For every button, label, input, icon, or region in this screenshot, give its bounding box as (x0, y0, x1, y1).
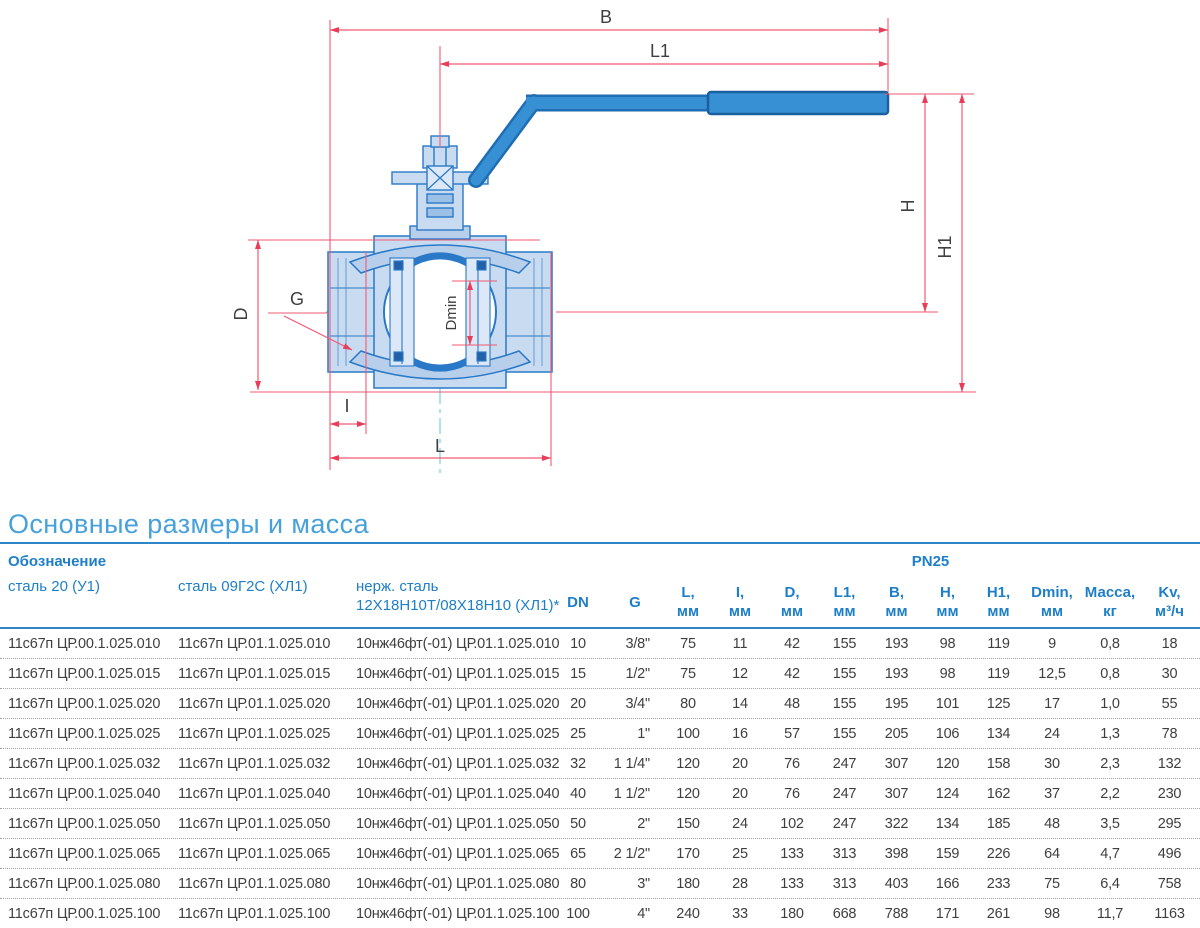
value-cell: 80 (680, 695, 696, 712)
designation-cell: 11с67п ЦР.00.1.025.050 (8, 815, 161, 832)
value-cell: 3" (637, 875, 650, 892)
designation-cell: 11с67п ЦР.01.1.025.020 (178, 695, 331, 712)
dim-label-h: H (898, 199, 918, 213)
handle-grip (708, 92, 888, 114)
value-cell: 193 (884, 665, 909, 682)
value-cell: 6,4 (1100, 875, 1120, 892)
designation-cell: 11с67п ЦР.00.1.025.010 (8, 635, 161, 652)
value-cell: 120 (676, 785, 700, 802)
value-cell: 155 (832, 725, 857, 742)
value-cell: 313 (832, 845, 857, 862)
value-cell: 133 (780, 875, 804, 892)
value-cell: 2" (637, 815, 650, 832)
value-cell: 261 (986, 905, 1011, 922)
designation-cell: 11с67п ЦР.00.1.025.032 (8, 755, 161, 772)
value-cell: 1" (637, 725, 650, 742)
designation-cell: 11с67п ЦР.01.1.025.025 (178, 725, 331, 742)
dimension-column-header: D, мм (780, 584, 804, 620)
value-cell: 11 (732, 635, 748, 652)
value-cell: 1/2" (625, 665, 650, 682)
value-cell: 247 (832, 755, 857, 772)
table-group-header-row (0, 544, 1200, 577)
value-cell: 125 (986, 695, 1011, 712)
value-cell: 25 (570, 725, 586, 742)
value-cell: 2,3 (1100, 755, 1120, 772)
material-column-header: сталь 09Г2С (ХЛ1) (178, 578, 308, 595)
table-row (0, 719, 1200, 749)
value-cell: 0,8 (1100, 665, 1120, 682)
value-cell: 98 (1044, 905, 1060, 922)
value-cell: 11,7 (1096, 905, 1124, 922)
designation-cell: 10нж46фт(-01) ЦР.01.1.025.100 (356, 905, 560, 922)
table-row (0, 869, 1200, 899)
value-cell: 1 1/2" (613, 785, 650, 802)
value-cell: 12 (732, 665, 748, 682)
value-cell: 30 (1044, 755, 1060, 772)
designation-cell: 11с67п ЦР.00.1.025.025 (8, 725, 161, 742)
table-row (0, 899, 1200, 928)
value-cell: 2 1/2" (613, 845, 650, 862)
value-cell: 205 (884, 725, 909, 742)
dim-label-l1: L1 (649, 41, 671, 61)
value-cell: 20 (732, 785, 748, 802)
value-cell: 25 (732, 845, 748, 862)
value-cell: 150 (676, 815, 700, 832)
value-cell: 1,3 (1100, 725, 1120, 742)
designation-cell: 11с67п ЦР.01.1.025.065 (178, 845, 331, 862)
table-body (0, 629, 1200, 928)
value-cell: 12,5 (1038, 665, 1066, 682)
dimension-column-header: Kv, м³/ч (1155, 584, 1184, 620)
valve-body (328, 236, 552, 388)
value-cell: 1,0 (1100, 695, 1120, 712)
dimension-column-header: H1, мм (986, 584, 1011, 620)
designation-cell: 11с67п ЦР.01.1.025.050 (178, 815, 331, 832)
value-cell: 240 (676, 905, 700, 922)
dimension-column-header: I, мм (728, 584, 752, 620)
value-cell: 32 (570, 755, 586, 772)
value-cell: 78 (1161, 725, 1178, 742)
value-cell: 76 (784, 755, 800, 772)
value-cell: 17 (1044, 695, 1060, 712)
table-column-header-row (0, 577, 1200, 629)
table-row (0, 779, 1200, 809)
value-cell: 668 (832, 905, 857, 922)
value-cell: 195 (884, 695, 909, 712)
value-cell: 15 (570, 665, 586, 682)
value-cell: 134 (935, 815, 960, 832)
value-cell: 295 (1157, 815, 1182, 832)
value-cell: 4" (637, 905, 650, 922)
value-cell: 398 (884, 845, 909, 862)
value-cell: 162 (986, 785, 1011, 802)
value-cell: 9 (1048, 635, 1056, 652)
value-cell: 14 (732, 695, 748, 712)
value-cell: 120 (676, 755, 700, 772)
value-cell: 28 (732, 875, 748, 892)
value-cell: 788 (884, 905, 909, 922)
dim-label-l: L (434, 436, 446, 456)
designation-cell: 11с67п ЦР.00.1.025.020 (8, 695, 161, 712)
designation-cell: 11с67п ЦР.00.1.025.100 (8, 905, 161, 922)
table-row (0, 629, 1200, 659)
value-cell: 313 (832, 875, 857, 892)
value-cell: 102 (780, 815, 804, 832)
value-cell: 1 1/4" (613, 755, 650, 772)
value-cell: 307 (884, 755, 909, 772)
value-cell: 30 (1161, 665, 1178, 682)
value-cell: 193 (884, 635, 909, 652)
value-cell: 75 (1044, 875, 1060, 892)
value-cell: 2,2 (1100, 785, 1120, 802)
table-row (0, 809, 1200, 839)
value-cell: 50 (570, 815, 586, 832)
dimension-column-header: L, мм (676, 584, 700, 620)
designation-cell: 11с67п ЦР.01.1.025.010 (178, 635, 331, 652)
value-cell: 119 (987, 665, 1010, 682)
value-cell: 48 (784, 695, 800, 712)
designation-cell: 10нж46фт(-01) ЦР.01.1.025.010 (356, 635, 560, 652)
designation-cell: 10нж46фт(-01) ЦР.01.1.025.020 (356, 695, 560, 712)
value-cell: 106 (935, 725, 960, 742)
value-cell: 170 (676, 845, 700, 862)
value-cell: 230 (1157, 785, 1182, 802)
value-cell: 16 (732, 725, 748, 742)
dimension-column-header: DN (567, 593, 589, 611)
dimension-column-header: B, мм (885, 584, 908, 620)
value-cell: 55 (1161, 695, 1178, 712)
table-row (0, 749, 1200, 779)
value-cell: 3/8" (625, 635, 650, 652)
value-cell: 80 (570, 875, 586, 892)
value-cell: 42 (784, 635, 800, 652)
value-cell: 155 (832, 635, 857, 652)
designation-group-header: Обозначение (8, 553, 107, 570)
dimension-column-header: Масса, кг (1084, 584, 1136, 620)
value-cell: 171 (935, 905, 960, 922)
table-row (0, 689, 1200, 719)
value-cell: 33 (732, 905, 748, 922)
dimension-column-header: G (629, 593, 641, 611)
value-cell: 20 (732, 755, 748, 772)
value-cell: 3/4" (625, 695, 650, 712)
value-cell: 100 (566, 905, 590, 922)
table-row (0, 659, 1200, 689)
value-cell: 226 (986, 845, 1011, 862)
table-row (0, 839, 1200, 869)
designation-cell: 10нж46фт(-01) ЦР.01.1.025.040 (356, 785, 560, 802)
value-cell: 101 (935, 695, 960, 712)
value-cell: 307 (884, 785, 909, 802)
value-cell: 75 (680, 635, 696, 652)
dim-label-b: B (599, 7, 613, 27)
dim-label-d: D (231, 307, 251, 321)
material-column-header: нерж. сталь 12Х18Н10Т/08Х18Н10 (ХЛ1)* (356, 578, 560, 614)
designation-cell: 10нж46фт(-01) ЦР.01.1.025.015 (356, 665, 560, 682)
designation-cell: 10нж46фт(-01) ЦР.01.1.025.032 (356, 755, 560, 772)
table-title: Основные размеры и масса (8, 509, 369, 539)
value-cell: 132 (1157, 755, 1182, 772)
handle (476, 92, 888, 180)
dimension-column-header: L1, мм (833, 584, 856, 620)
value-cell: 180 (676, 875, 700, 892)
dim-label-g: G (289, 289, 305, 309)
value-cell: 134 (986, 725, 1011, 742)
value-cell: 185 (986, 815, 1011, 832)
value-cell: 24 (1044, 725, 1060, 742)
dim-label-dmin: Dmin (443, 295, 460, 331)
value-cell: 0,8 (1100, 635, 1120, 652)
value-cell: 158 (986, 755, 1011, 772)
designation-cell: 10нж46фт(-01) ЦР.01.1.025.065 (356, 845, 560, 862)
value-cell: 180 (780, 905, 804, 922)
value-cell: 247 (832, 785, 857, 802)
value-cell: 76 (784, 785, 800, 802)
value-cell: 4,7 (1100, 845, 1120, 862)
designation-cell: 11с67п ЦР.01.1.025.015 (178, 665, 331, 682)
pn-rating-header: PN25 (911, 553, 950, 570)
value-cell: 155 (832, 665, 857, 682)
value-cell: 159 (935, 845, 960, 862)
designation-cell: 11с67п ЦР.00.1.025.080 (8, 875, 161, 892)
designation-cell: 11с67п ЦР.00.1.025.015 (8, 665, 161, 682)
designation-cell: 10нж46фт(-01) ЦР.01.1.025.050 (356, 815, 560, 832)
value-cell: 496 (1157, 845, 1182, 862)
dim-label-i: I (344, 396, 350, 416)
value-cell: 119 (987, 635, 1010, 652)
dimension-labels (231, 7, 955, 456)
designation-cell: 10нж46фт(-01) ЦР.01.1.025.080 (356, 875, 560, 892)
value-cell: 65 (570, 845, 586, 862)
value-cell: 24 (732, 815, 748, 832)
value-cell: 75 (680, 665, 696, 682)
dimension-column-header: H, мм (936, 584, 959, 620)
value-cell: 322 (884, 815, 909, 832)
designation-cell: 10нж46фт(-01) ЦР.01.1.025.025 (356, 725, 560, 742)
value-cell: 124 (935, 785, 960, 802)
value-cell: 57 (784, 725, 800, 742)
value-cell: 64 (1044, 845, 1060, 862)
extension-lines (248, 18, 976, 470)
material-column-header: сталь 20 (У1) (8, 578, 100, 595)
value-cell: 98 (939, 665, 956, 682)
designation-cell: 11с67п ЦР.01.1.025.100 (178, 905, 331, 922)
value-cell: 1163 (1154, 905, 1185, 922)
value-cell: 48 (1044, 815, 1060, 832)
value-cell: 3,5 (1100, 815, 1120, 832)
value-cell: 403 (884, 875, 909, 892)
value-cell: 758 (1157, 875, 1182, 892)
value-cell: 10 (570, 635, 586, 652)
dim-label-h1: H1 (935, 235, 955, 259)
value-cell: 133 (780, 845, 804, 862)
designation-cell: 11с67п ЦР.01.1.025.032 (178, 755, 331, 772)
designation-cell: 11с67п ЦР.00.1.025.040 (8, 785, 161, 802)
value-cell: 166 (935, 875, 960, 892)
value-cell: 98 (939, 635, 956, 652)
value-cell: 120 (935, 755, 960, 772)
dimensions-table-section (0, 502, 1200, 928)
designation-cell: 11с67п ЦР.01.1.025.080 (178, 875, 331, 892)
value-cell: 37 (1044, 785, 1060, 802)
stem-nut (423, 146, 457, 168)
value-cell: 20 (570, 695, 586, 712)
value-cell: 42 (784, 665, 800, 682)
value-cell: 233 (986, 875, 1011, 892)
value-cell: 247 (832, 815, 857, 832)
dimension-column-header: Dmin, мм (1031, 584, 1073, 620)
value-cell: 40 (570, 785, 586, 802)
designation-cell: 11с67п ЦР.01.1.025.040 (178, 785, 331, 802)
value-cell: 100 (676, 725, 700, 742)
value-cell: 18 (1161, 635, 1178, 652)
value-cell: 155 (832, 695, 857, 712)
designation-cell: 11с67п ЦР.00.1.025.065 (8, 845, 161, 862)
